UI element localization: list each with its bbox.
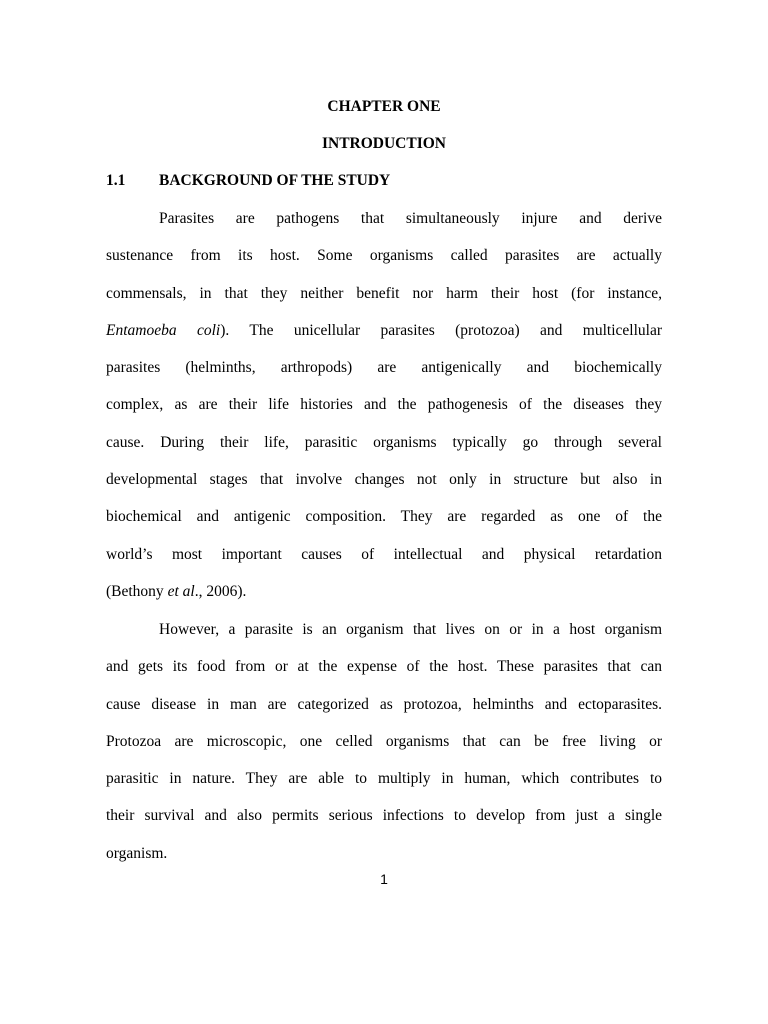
section-heading-title: BACKGROUND OF THE STUDY [159,172,391,189]
section-title: INTRODUCTION [321,135,446,152]
text-line: developmental stages that involve changes not only in structure but also in [106,471,662,489]
text-fragment: ). The unicellular parasites (protozoa) and multicellular [220,321,663,339]
section-number: 1.1 [106,172,126,189]
text-line: cause. During their life, parasitic organisms typically go through several [106,433,662,451]
text-line: organism. [106,844,168,862]
page-number: 1 [380,871,388,887]
paragraph-background [106,209,662,619]
text-line [106,321,662,358]
chapter-title: CHAPTER ONE [327,98,441,115]
species-name-italic: Entamoeba coli [106,321,221,339]
text-line: parasites (helminths, arthropods) are antigenically and biochemically [106,359,662,377]
text-line: their survival and also permits serious infections to develop from just a single [106,807,662,825]
text-line: complex, as are their life histories and the pathogenesis of the diseases they [106,396,662,414]
text-line: biochemical and antigenic composition. They are regarded as one of the [106,508,662,526]
citation-suffix: ., 2006). [194,582,247,600]
text-line: world’s most important causes of intellectual and physical retardation [106,545,662,563]
citation-line [106,582,662,619]
citation-et-al: et al [167,582,195,600]
text-line: commensals, in that they neither benefit nor harm their host (for instance, [106,284,662,302]
text-line: Parasites are pathogens that simultaneously injure and derive [159,210,662,227]
paragraph-parasites [106,620,662,881]
section-heading [106,171,390,191]
text-line: and gets its food from or at the expense of the host. These parasites that can [106,658,662,676]
text-line: sustenance from its host. Some organisms called parasites are actually [106,247,662,265]
text-line: Protozoa are microscopic, one celled organisms that can be free living or [106,732,662,750]
citation-prefix: (Bethony [106,582,168,600]
text-line: However, a parasite is an organism that lives on or in a host organism [159,621,662,638]
text-line: parasitic in nature. They are able to multiply in human, which contributes to [106,770,662,788]
text-line: cause disease in man are categorized as protozoa, helminths and ectoparasites. [106,695,662,713]
